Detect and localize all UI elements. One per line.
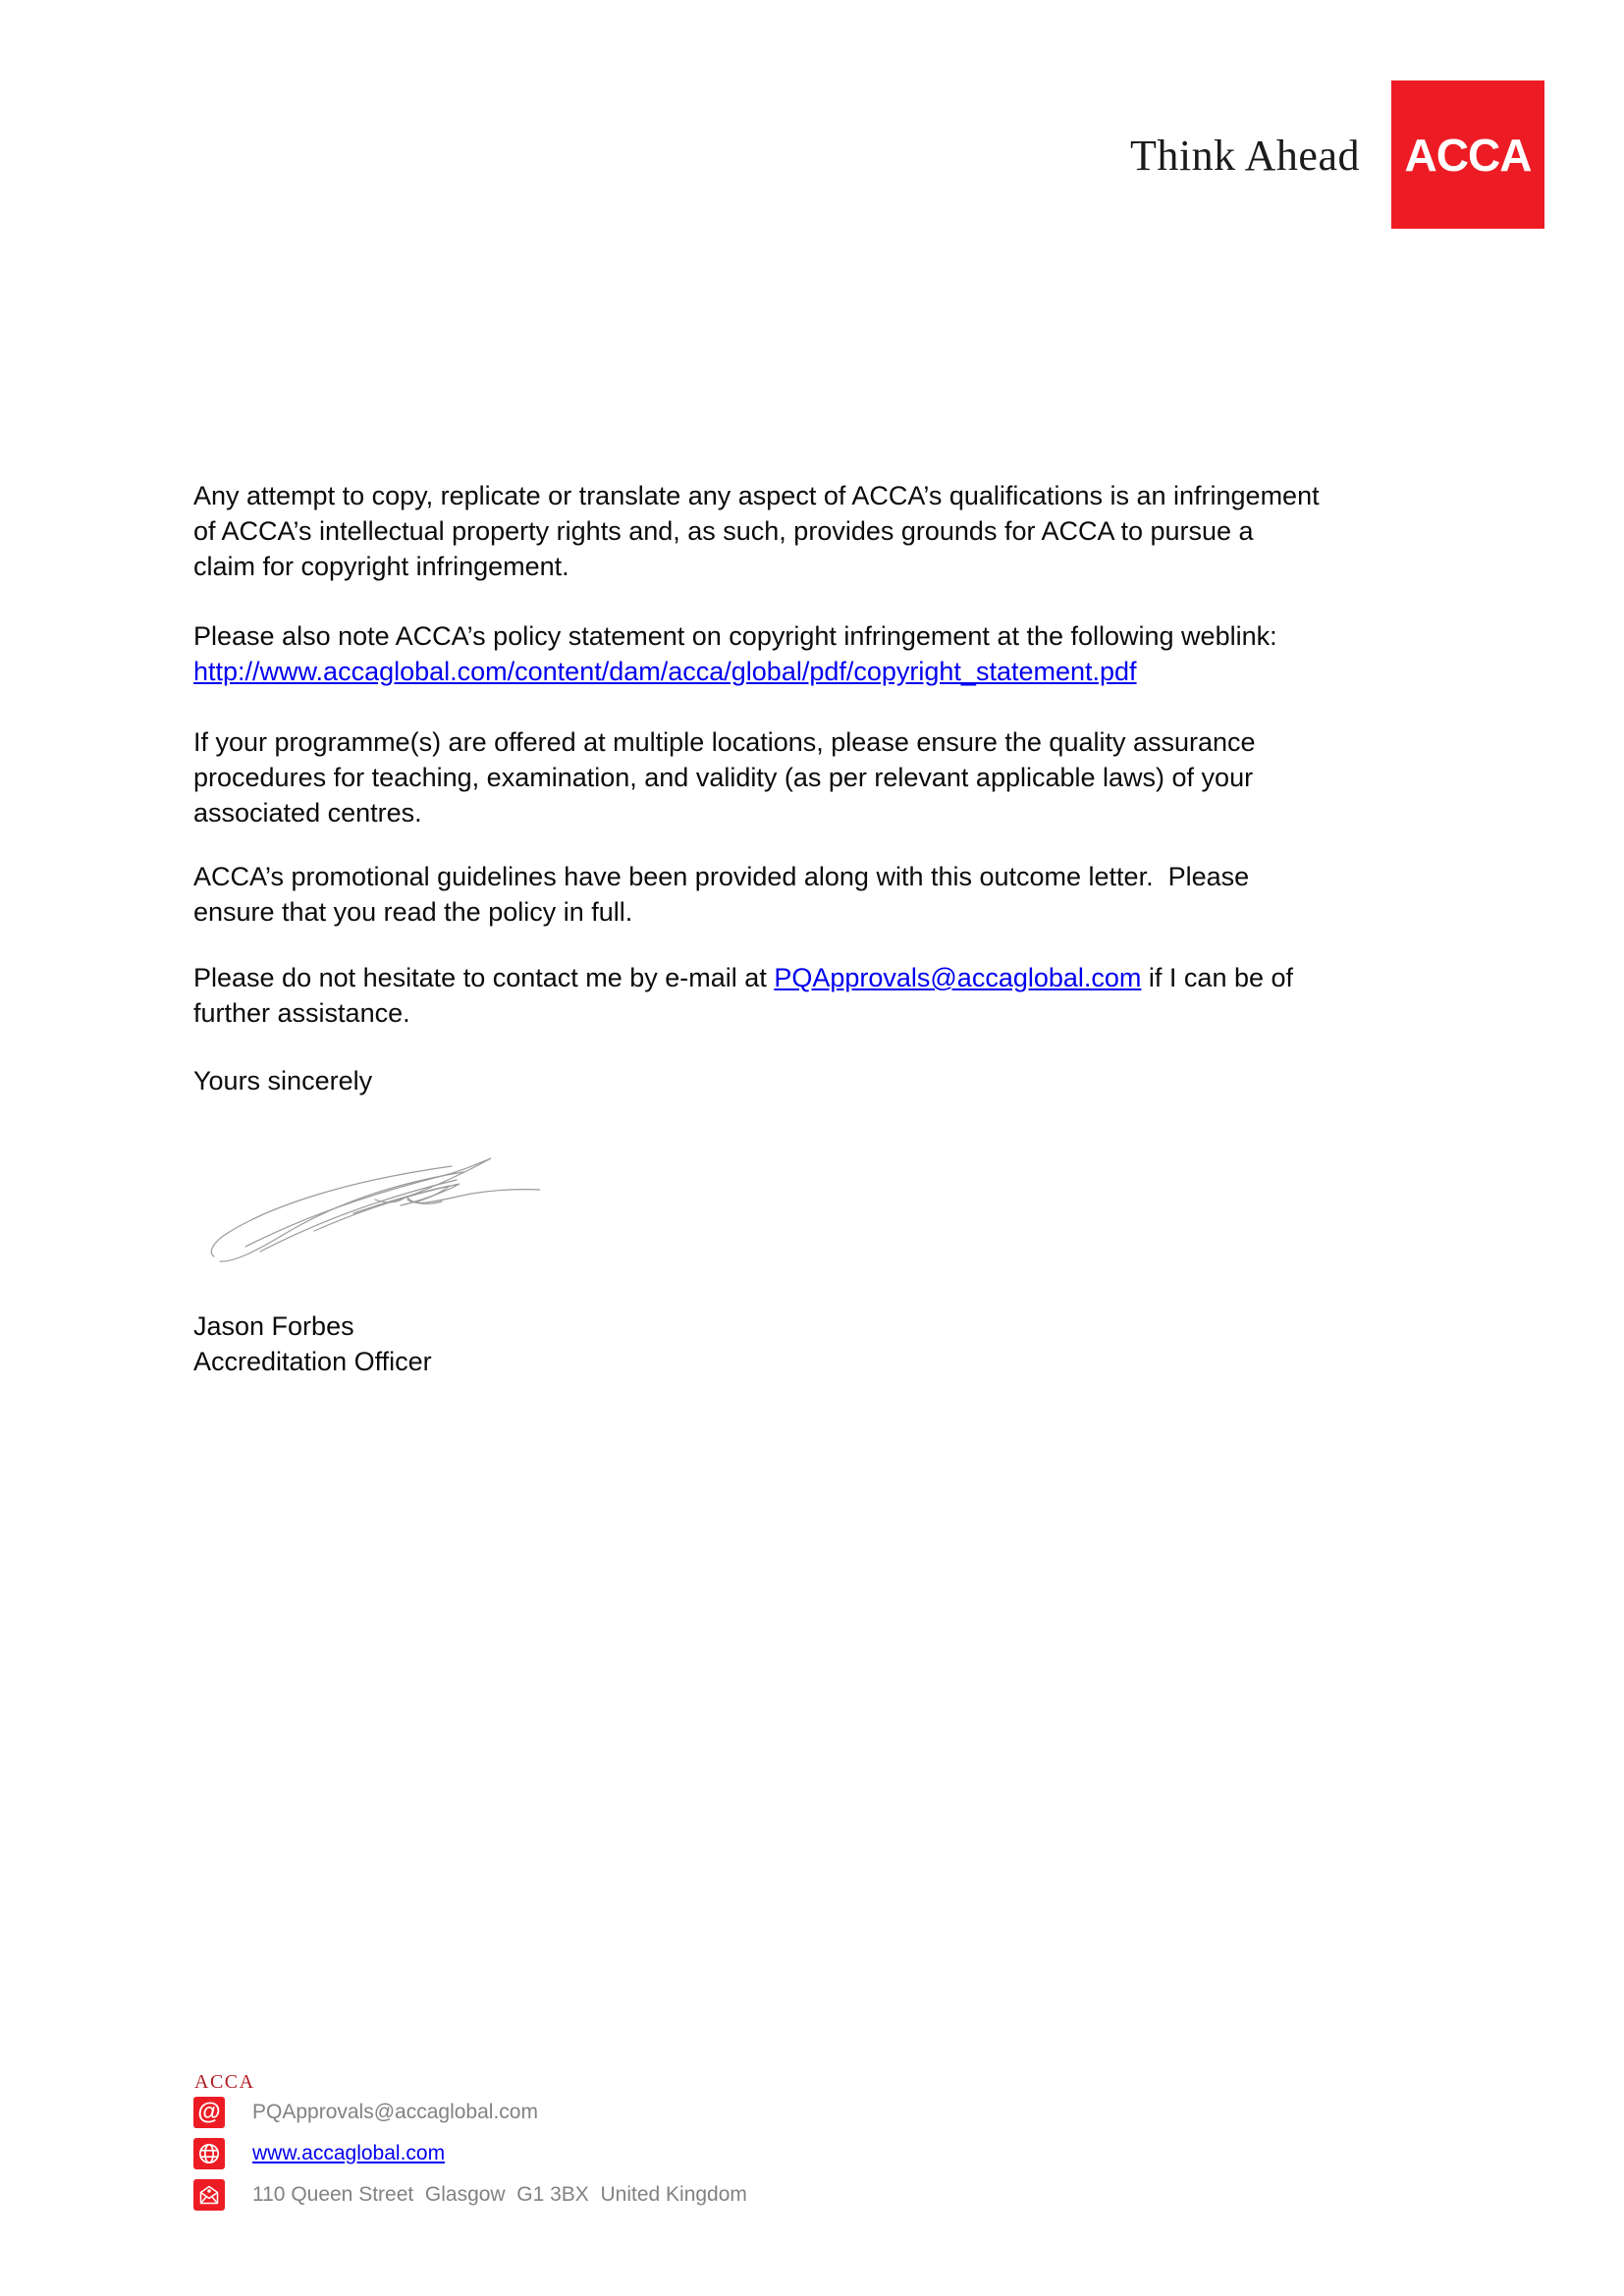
paragraph-line: If your programme(s) are offered at multiple locations, please ensure the quality assurance — [193, 727, 1256, 757]
paragraph-line: Any attempt to copy, replicate or translate any aspect of ACCA’s qualifications is an infringement — [193, 481, 1320, 510]
signatory-name: Jason Forbes — [193, 1311, 354, 1341]
signatory-title: Accreditation Officer — [193, 1347, 432, 1376]
paragraph-policy-statement — [193, 618, 1277, 689]
envelope-pin-icon — [193, 2179, 225, 2211]
paragraph-line: associated centres. — [193, 798, 422, 828]
acca-logo-icon — [1391, 80, 1544, 229]
footer-brand: ACCA — [194, 2071, 255, 2093]
copyright-statement-link[interactable]: http://www.accaglobal.com/content/dam/acca/global/pdf/copyright_statement.pdf — [193, 657, 1137, 686]
paragraph-line: ACCA’s promotional guidelines have been provided along with this outcome letter. Please — [193, 862, 1250, 891]
paragraph-contact — [193, 960, 1293, 1031]
footer-address-row — [193, 2179, 747, 2211]
footer-website-link[interactable]: www.accaglobal.com — [252, 2142, 446, 2164]
paragraph-line: Please also note ACCA’s policy statement on copyright infringement at the following weblink: — [193, 621, 1277, 651]
footer-email-row — [193, 2097, 538, 2128]
brand-tagline: Think Ahead — [1129, 132, 1360, 180]
paragraph-line: further assistance. — [193, 998, 410, 1028]
footer-email: PQApprovals@accaglobal.com — [252, 2101, 538, 2123]
pqapprovals-email-link[interactable]: PQApprovals@accaglobal.com — [774, 963, 1142, 992]
acca-logo-text: ACCA — [1404, 129, 1532, 181]
paragraph-multiple-locations — [193, 724, 1256, 830]
footer-website-row — [193, 2138, 445, 2169]
paragraph-line: claim for copyright infringement. — [193, 552, 569, 581]
paragraph-line: ensure that you read the policy in full. — [193, 897, 633, 927]
signature-image — [206, 1150, 540, 1268]
contact-text-after-link: if I can be of — [1141, 963, 1294, 992]
paragraph-line — [193, 654, 1277, 689]
paragraph-copyright-warning — [193, 478, 1320, 584]
paragraph-line: of ACCA’s intellectual property rights and, as such, provides grounds for ACCA to pursue a — [193, 516, 1254, 546]
globe-icon — [193, 2138, 225, 2169]
signatory-block — [193, 1308, 432, 1379]
contact-text-before-link: Please do not hesitate to contact me by e-mail at — [193, 963, 775, 992]
at-icon: @ — [193, 2097, 225, 2128]
footer-address: 110 Queen Street Glasgow G1 3BX United Kingdom — [252, 2183, 747, 2206]
paragraph-line — [193, 960, 1293, 995]
paragraph-promotional-guidelines — [193, 859, 1249, 930]
closing-salutation: Yours sincerely — [193, 1066, 373, 1095]
paragraph-line: procedures for teaching, examination, and validity (as per relevant applicable laws) of your — [193, 763, 1254, 792]
